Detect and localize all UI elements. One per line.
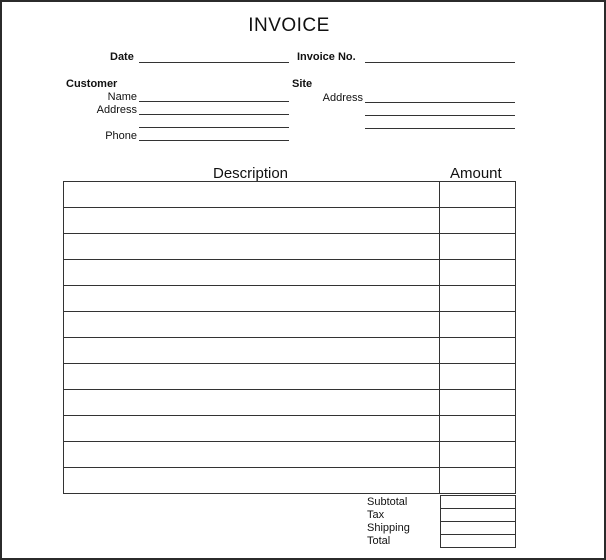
table-row [64,208,516,234]
subtotal-value[interactable] [441,496,516,509]
amount-cell[interactable] [440,208,516,234]
table-row [64,364,516,390]
amount-cell[interactable] [440,416,516,442]
amount-cell[interactable] [440,364,516,390]
shipping-label: Shipping [367,522,410,534]
totals-table [440,495,516,548]
line-items-table [63,181,516,494]
site-address-field-2[interactable] [365,115,515,116]
invoice-no-label: Invoice No. [297,51,356,63]
invoice-no-field[interactable] [365,62,515,63]
table-row [64,416,516,442]
table-row [64,442,516,468]
amount-cell[interactable] [440,390,516,416]
description-cell[interactable] [64,234,440,260]
customer-name-label: Name [107,91,137,103]
customer-address-field-2[interactable] [139,127,289,128]
total-value[interactable] [441,535,516,548]
customer-phone-field[interactable] [139,140,289,141]
table-row [64,234,516,260]
shipping-value[interactable] [441,522,516,535]
customer-name-field[interactable] [139,101,289,102]
site-address-field-3[interactable] [365,128,515,129]
table-row [441,509,516,522]
amount-cell[interactable] [440,468,516,494]
table-row [64,260,516,286]
customer-address-field[interactable] [139,114,289,115]
site-address-field[interactable] [365,102,515,103]
amount-header: Amount [450,165,502,182]
description-cell[interactable] [64,468,440,494]
table-row [64,468,516,494]
total-label: Total [367,535,391,547]
date-label: Date [110,51,134,63]
description-cell[interactable] [64,416,440,442]
table-row [64,286,516,312]
subtotal-label: Subtotal [367,496,408,508]
table-row [64,312,516,338]
tax-label: Tax [367,509,385,521]
description-cell[interactable] [64,208,440,234]
amount-cell[interactable] [440,286,516,312]
description-cell[interactable] [64,442,440,468]
amount-cell[interactable] [440,182,516,208]
amount-cell[interactable] [440,338,516,364]
customer-label: Customer [66,78,118,90]
table-row [64,182,516,208]
description-cell[interactable] [64,390,440,416]
amount-cell[interactable] [440,260,516,286]
description-cell[interactable] [64,364,440,390]
description-cell[interactable] [64,182,440,208]
site-label: Site [292,78,313,90]
description-header: Description [213,165,289,182]
customer-address-label: Address [96,104,137,116]
description-cell[interactable] [64,338,440,364]
amount-cell[interactable] [440,312,516,338]
tax-value[interactable] [441,509,516,522]
customer-phone-label: Phone [105,130,137,142]
amount-cell[interactable] [440,442,516,468]
description-cell[interactable] [64,312,440,338]
table-row [441,496,516,509]
table-row [441,522,516,535]
table-row [64,338,516,364]
table-row [441,535,516,548]
description-cell[interactable] [64,286,440,312]
table-row [64,390,516,416]
date-field[interactable] [139,62,289,63]
invoice-title: INVOICE [248,15,330,36]
site-address-label: Address [322,92,363,104]
amount-cell[interactable] [440,234,516,260]
description-cell[interactable] [64,260,440,286]
